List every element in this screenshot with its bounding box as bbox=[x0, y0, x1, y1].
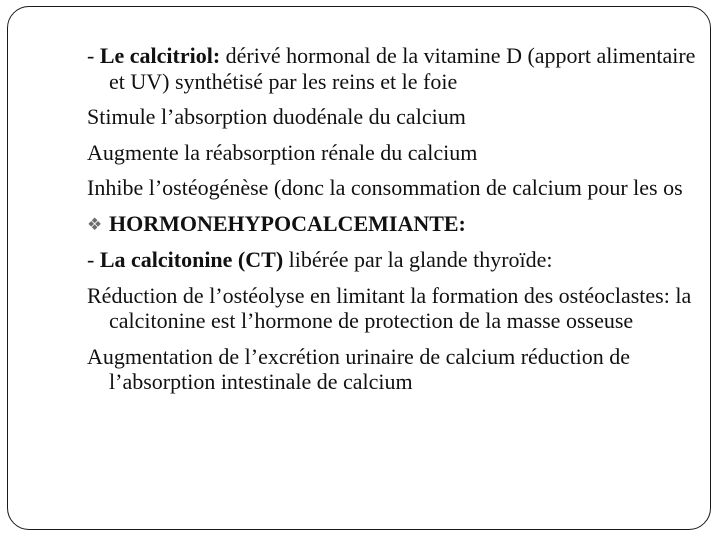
urinary-excretion-line: Augmentation de l’excrétion urinaire de calcium réduction de l’absorption intestinale de calcium bbox=[87, 343, 631, 394]
calcitriol-description: dérivé hormonal de la vitamine D (apport alimentaire et UV) synthétisé par les reins et le foie bbox=[109, 43, 696, 94]
calcitriol-line bbox=[87, 43, 697, 94]
diamond-bullet-icon: ❖ bbox=[87, 214, 103, 234]
calcitonine-description: libérée par la glande thyroïde: bbox=[283, 247, 553, 272]
hypocalcemic-heading bbox=[87, 211, 697, 238]
duodenal-absorption-line: Stimule l’absorption duodénale du calcium bbox=[87, 104, 466, 129]
renal-reabsorption-line: Augmente la réabsorption rénale du calcium bbox=[87, 139, 478, 165]
calcitonine-term: La calcitonine (CT) bbox=[99, 247, 284, 272]
slide-frame bbox=[7, 6, 711, 530]
osteolysis-reduction-line: Réduction de l’ostéolyse en limitant la formation des ostéoclastes: la calcitonine est l’hormone de protection de la masse osseuse bbox=[87, 282, 692, 333]
calcitriol-term: Le calcitriol: bbox=[99, 43, 221, 68]
calcitriol-dash: - bbox=[87, 43, 100, 68]
hypocalcemic-heading-text: HORMONEHYPOCALCEMIANTE: bbox=[109, 210, 466, 236]
calcitonine-dash: - bbox=[87, 247, 100, 272]
slide-content bbox=[87, 43, 697, 405]
calcitonine-line bbox=[87, 247, 697, 273]
osteogenesis-line: Inhibe l’ostéogénèse (donc la consommation de calcium pour les os bbox=[87, 175, 683, 200]
